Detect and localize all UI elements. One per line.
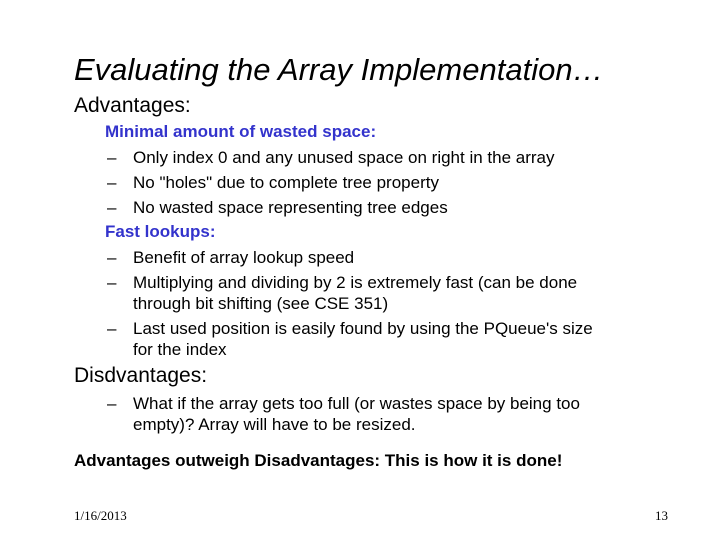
bullet-dash: – [107,273,117,292]
bullet-text-line1: What if the array gets too full (or wastes space by being too [133,394,580,413]
bullet-text-line1: Multiplying and dividing by 2 is extremely fast (can be done [133,273,578,292]
bullet-dash: – [107,319,117,338]
bullet-text: No wasted space representing tree edges [133,198,448,217]
bullet-text: Benefit of array lookup speed [133,248,355,267]
bullet-text-line1: Last used position is easily found by using the PQueue's size [133,319,593,338]
bullet-dash: – [107,173,117,192]
footer-date: 1/16/2013 [74,508,127,523]
bullet-text: No "holes" due to complete tree property [133,173,439,192]
disadvantages-heading: Disdvantages: [74,364,208,387]
bullet-text-line2: through bit shifting (see CSE 351) [133,294,389,313]
bullet-dash: – [107,248,117,267]
bullet-dash: – [107,394,117,413]
bullet-text: Only index 0 and any unused space on right in the array [133,148,555,167]
footer-page-number: 13 [655,508,668,523]
slide-title: Evaluating the Array Implementation… [74,52,604,87]
bullet-dash: – [107,198,117,217]
bullet-dash: – [107,148,117,167]
group-label-wasted-space: Minimal amount of wasted space: [105,122,377,141]
conclusion-text: Advantages outweigh Disadvantages: This is how it is done! [74,451,563,470]
bullet-text-line2: for the index [133,340,227,359]
group-label-fast-lookups: Fast lookups: [105,222,216,241]
advantages-heading: Advantages: [74,94,191,117]
bullet-text-line2: empty)? Array will have to be resized. [133,415,416,434]
